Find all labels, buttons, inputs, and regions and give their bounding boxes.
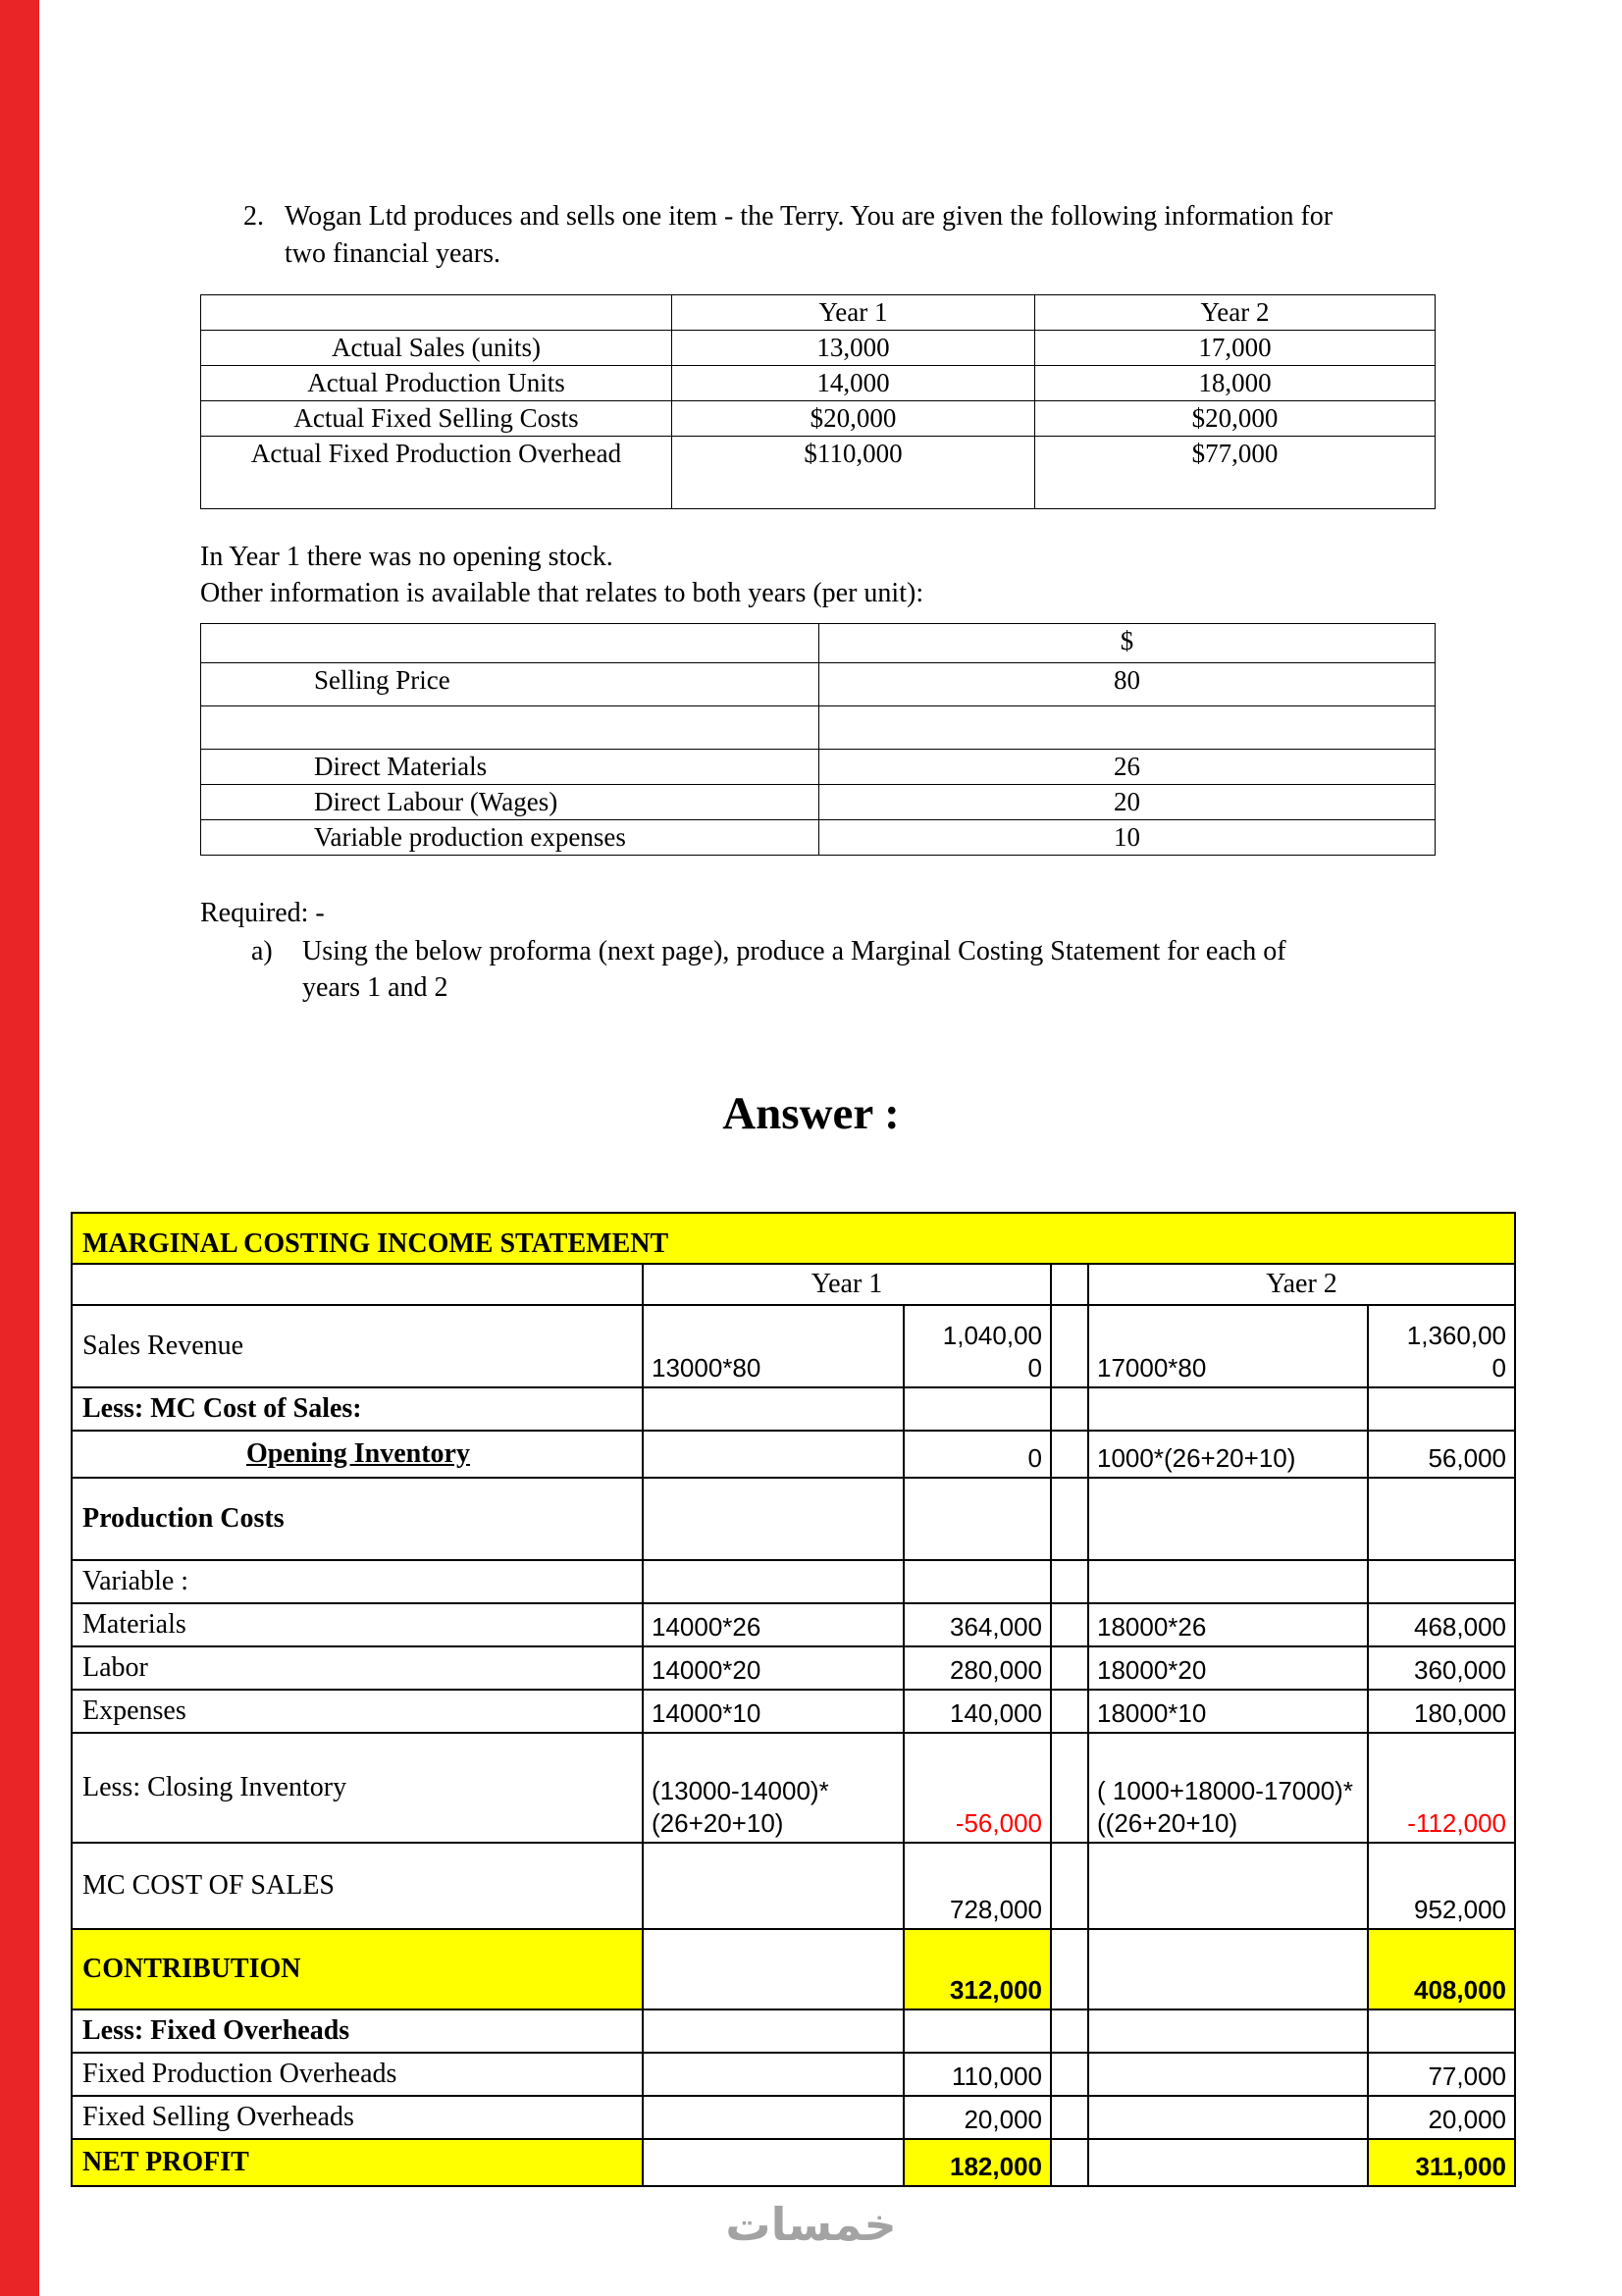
year2-cell: $20,000 — [1035, 401, 1436, 437]
year1-formula — [643, 1929, 904, 2009]
year1-value — [904, 1478, 1051, 1560]
blank-cell — [72, 1264, 643, 1305]
row-fixed-production-overheads — [72, 2053, 1515, 2096]
row-label: Actual Production Units — [201, 366, 672, 401]
table-row — [201, 785, 1436, 820]
year1-formula: 13000*80 — [643, 1305, 904, 1387]
year2-value: 77,000 — [1368, 2053, 1515, 2096]
dollar-header: $ — [819, 624, 1436, 663]
row-production-costs — [72, 1478, 1515, 1560]
year1-cell: 13,000 — [672, 331, 1035, 366]
year1-value: 140,000 — [904, 1690, 1051, 1733]
row-mc-cost-of-sales — [72, 1843, 1515, 1929]
year1-cell: $110,000 — [672, 437, 1035, 509]
required-item-a — [251, 933, 1622, 1006]
row-label: Less: MC Cost of Sales: — [72, 1387, 643, 1431]
table-row — [201, 366, 1436, 401]
year2-value: 20,000 — [1368, 2096, 1515, 2139]
table-row — [201, 820, 1436, 856]
value-cell: 10 — [819, 820, 1436, 856]
row-label — [201, 706, 819, 750]
gap-cell — [1051, 2009, 1088, 2053]
gap-cell — [1051, 1387, 1088, 1431]
row-label: Production Costs — [72, 1478, 643, 1560]
year2-value: 311,000 — [1368, 2139, 1515, 2186]
year1-value: 20,000 — [904, 2096, 1051, 2139]
year2-cell: $77,000 — [1035, 437, 1436, 509]
question-number: 2. — [243, 201, 264, 232]
year1-formula: 14000*10 — [643, 1690, 904, 1733]
year1-formula — [643, 1478, 904, 1560]
row-net-profit — [72, 2139, 1515, 2186]
row-less-mc-cost-of-sales — [72, 1387, 1515, 1431]
page-left-red-stripe — [0, 0, 39, 2296]
year2-formula — [1088, 1387, 1368, 1431]
table-row — [201, 750, 1436, 785]
year2-formula — [1088, 1560, 1368, 1603]
row-label: MC COST OF SALES — [72, 1843, 643, 1929]
year2-formula — [1088, 1843, 1368, 1929]
year1-value: 312,000 — [904, 1929, 1051, 2009]
year2-value — [1368, 1387, 1515, 1431]
year2-value: 408,000 — [1368, 1929, 1515, 2009]
gap-cell — [1051, 2053, 1088, 2096]
note-no-opening-stock: In Year 1 there was no opening stock. — [200, 542, 613, 572]
notes-block — [200, 539, 1622, 611]
year2-formula: 18000*26 — [1088, 1603, 1368, 1646]
row-label: Expenses — [72, 1690, 643, 1733]
blank-header-cell — [201, 624, 819, 663]
year2-cell: 18,000 — [1035, 366, 1436, 401]
year1-value: 728,000 — [904, 1843, 1051, 1929]
year2-cell: 17,000 — [1035, 331, 1436, 366]
year1-formula: 14000*26 — [643, 1603, 904, 1646]
gap-cell — [1051, 1305, 1088, 1387]
table-row — [201, 401, 1436, 437]
row-label: Fixed Production Overheads — [72, 2053, 643, 2096]
gap-cell — [1051, 1603, 1088, 1646]
year2-value: -112,000 — [1368, 1733, 1515, 1843]
row-opening-inventory — [72, 1431, 1515, 1478]
row-label: Materials — [72, 1603, 643, 1646]
year2-formula: ( 1000+18000-17000)*((26+20+10) — [1088, 1733, 1368, 1843]
year2-formula — [1088, 1478, 1368, 1560]
year1-formula — [643, 1387, 904, 1431]
year2-value — [1368, 2009, 1515, 2053]
gap-cell — [1051, 2139, 1088, 2186]
gap-cell — [1051, 1733, 1088, 1843]
year2-value — [1368, 1305, 1515, 1387]
per-unit-table — [200, 623, 1436, 856]
row-labor — [72, 1646, 1515, 1690]
year1-value: 364,000 — [904, 1603, 1051, 1646]
marginal-costing-statement — [71, 1212, 1516, 2187]
gap-cell — [1051, 1929, 1088, 2009]
gap-cell — [1051, 1478, 1088, 1560]
year2-formula: 18000*20 — [1088, 1646, 1368, 1690]
gap-cell — [1051, 1560, 1088, 1603]
wrapped-number: 1,040,000 — [942, 1321, 1042, 1383]
gap-cell — [1051, 1431, 1088, 1478]
table-row — [201, 331, 1436, 366]
year2-value — [1368, 1478, 1515, 1560]
value-cell: 20 — [819, 785, 1436, 820]
gap-cell — [1051, 1646, 1088, 1690]
blank-header-cell — [201, 295, 672, 331]
statement-year-header-row — [72, 1264, 1515, 1305]
year2-formula: 18000*10 — [1088, 1690, 1368, 1733]
note-other-information: Other information is available that relates to both years (per unit): — [200, 578, 924, 608]
row-label: Actual Sales (units) — [201, 331, 672, 366]
year2-formula: 17000*80 — [1088, 1305, 1368, 1387]
required-item-letter: a) — [251, 936, 273, 966]
year2-column-header: Yaer 2 — [1088, 1264, 1515, 1305]
year1-formula — [643, 1431, 904, 1478]
year2-formula — [1088, 2139, 1368, 2186]
year2-value: 468,000 — [1368, 1603, 1515, 1646]
row-label: Selling Price — [201, 663, 819, 706]
year2-value — [1368, 1560, 1515, 1603]
year1-value — [904, 1387, 1051, 1431]
row-label: Direct Labour (Wages) — [201, 785, 819, 820]
wrapped-number: 1,360,000 — [1406, 1321, 1506, 1383]
year2-value: 180,000 — [1368, 1690, 1515, 1733]
year2-formula: 1000*(26+20+10) — [1088, 1431, 1368, 1478]
year2-formula — [1088, 2096, 1368, 2139]
gap-cell — [1051, 2096, 1088, 2139]
required-block — [200, 895, 1622, 1006]
question-text: Wogan Ltd produces and sells one item - the Terry. You are given the following information for two financial years. — [285, 201, 1334, 269]
row-contribution — [72, 1929, 1515, 2009]
table-row-empty — [201, 706, 1436, 750]
year2-value: 360,000 — [1368, 1646, 1515, 1690]
year1-formula — [643, 1843, 904, 1929]
year1-cell: 14,000 — [672, 366, 1035, 401]
row-variable — [72, 1560, 1515, 1603]
gap-cell — [1051, 1264, 1088, 1305]
row-label: Variable production expenses — [201, 820, 819, 856]
question-block — [243, 0, 1622, 273]
year2-formula — [1088, 2053, 1368, 2096]
actuals-table — [200, 294, 1436, 509]
year1-formula — [643, 1560, 904, 1603]
year1-header: Year 1 — [672, 295, 1035, 331]
row-label: Less: Fixed Overheads — [72, 2009, 643, 2053]
year2-formula — [1088, 1929, 1368, 2009]
year1-formula — [643, 2139, 904, 2186]
value-cell: 26 — [819, 750, 1436, 785]
row-label: CONTRIBUTION — [72, 1929, 643, 2009]
gap-cell — [1051, 1843, 1088, 1929]
required-item-text: Using the below proforma (next page), produce a Marginal Costing Statement for each of years 1 and 2 — [302, 936, 1286, 1003]
year1-value — [904, 1305, 1051, 1387]
year1-formula — [643, 2009, 904, 2053]
answer-heading: Answer : — [722, 1088, 900, 1139]
year1-value — [904, 1560, 1051, 1603]
year1-value: 0 — [904, 1431, 1051, 1478]
value-cell — [819, 706, 1436, 750]
year1-value: 110,000 — [904, 2053, 1051, 2096]
year1-value: -56,000 — [904, 1733, 1051, 1843]
row-label: Variable : — [72, 1560, 643, 1603]
row-label: Labor — [72, 1646, 643, 1690]
year2-formula — [1088, 2009, 1368, 2053]
year1-value: 280,000 — [904, 1646, 1051, 1690]
row-sales-revenue — [72, 1305, 1515, 1387]
year1-value — [904, 2009, 1051, 2053]
statement-title: MARGINAL COSTING INCOME STATEMENT — [72, 1213, 1515, 1264]
value-cell: 80 — [819, 663, 1436, 706]
row-label: Sales Revenue — [72, 1305, 643, 1387]
year1-column-header: Year 1 — [643, 1264, 1051, 1305]
row-materials — [72, 1603, 1515, 1646]
row-label: Direct Materials — [201, 750, 819, 785]
row-label: NET PROFIT — [72, 2139, 643, 2186]
year1-value: 182,000 — [904, 2139, 1051, 2186]
row-label: Less: Closing Inventory — [72, 1733, 643, 1843]
year1-formula — [643, 2096, 904, 2139]
row-fixed-selling-overheads — [72, 2096, 1515, 2139]
required-label: Required: - — [200, 898, 325, 928]
year2-value: 56,000 — [1368, 1431, 1515, 1478]
year2-value: 952,000 — [1368, 1843, 1515, 1929]
row-label: Actual Fixed Selling Costs — [201, 401, 672, 437]
table-row — [201, 437, 1436, 509]
year1-formula: (13000-14000)*(26+20+10) — [643, 1733, 904, 1843]
row-expenses — [72, 1690, 1515, 1733]
year1-formula — [643, 2053, 904, 2096]
year2-header: Year 2 — [1035, 295, 1436, 331]
khamsat-watermark: خمسات — [725, 2198, 897, 2251]
row-label: Opening Inventory — [72, 1431, 643, 1478]
actuals-header-row — [201, 295, 1436, 331]
year1-cell: $20,000 — [672, 401, 1035, 437]
row-less-closing-inventory — [72, 1733, 1515, 1843]
gap-cell — [1051, 1690, 1088, 1733]
row-label: Actual Fixed Production Overhead — [201, 437, 672, 509]
year1-formula: 14000*20 — [643, 1646, 904, 1690]
table-row — [201, 663, 1436, 706]
per-unit-header-row — [201, 624, 1436, 663]
row-label: Fixed Selling Overheads — [72, 2096, 643, 2139]
row-less-fixed-overheads — [72, 2009, 1515, 2053]
statement-title-row — [72, 1213, 1515, 1264]
